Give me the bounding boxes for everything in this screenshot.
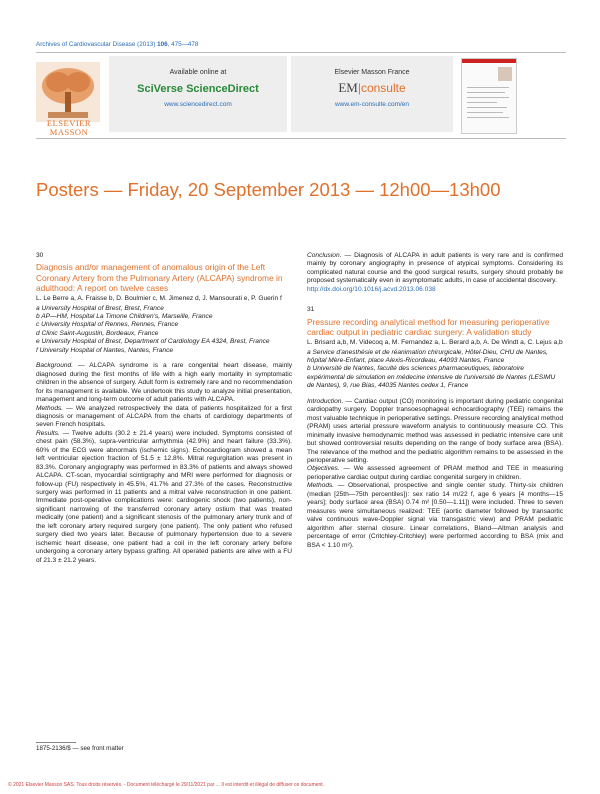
abstract-number: 30 (36, 252, 44, 259)
methods-paragraph: Methods. — Observational, prospective and single center study. Thirty-six children (median [25th—75th percentiles]): sex ratio 14 m/22 f, age 6 years [4 months—15 years]; body surface area (BSA) 0.74 m² [0.50—1.11]) were included. Three to seven measures were simultaneous realized: TEE (aortic diameter followed by transaortic valve continuous wave-Doppler signal via transgastric view) and PRAM pediatric algorithm after sternal closure. Linear correlations, Bland—Altman analysis and percentage of error (Critchley-Critchley) were performed according to BSA (mix and BSA < 1.10 m²). (307, 482, 563, 549)
cover-image (498, 67, 512, 81)
background-paragraph: Background. — ALCAPA syndrome is a rare congenital heart disease, mainly diagnosed during the first months of life with a high early mortality in symptomatic children in the absence of surgery. Adult form is extremely rare and no recommendation for its management is available. We undertook this study to analyze initial presentation, management and long-term outcome of adult patients with ALCAPA. (36, 362, 292, 404)
sciencedirect-box[interactable] (109, 56, 287, 132)
introduction-paragraph: Introduction. — Cardiac output (CO) monitoring is important during pediatric congenital cardiopathy surgery. Doppler transoesophageal echocardiography (TEE) remains the most valuable technique in perioperative settings. Pressure recording analytical method (PRAM) uses arterial pressure waveform analysis to continuously measure CO. This minimally invasive hemodynamic method was assessed in pediatric intensive care unit but showed controversial results depending on the range of body surface area (BSA). The relevance of the method and the pediatric algorithm remains to be assessed in the perioperative setting. (307, 397, 563, 465)
affiliation-e: e University Hospital of Brest, Department of Cardiology EA 4324, Brest, France (36, 338, 270, 346)
abstract-title: Pressure recording analytical method for measuring perioperative cardiac output in pediatric cardiac surgery: A validation study (307, 316, 550, 337)
footer-divider (36, 742, 76, 743)
emconsulte-box[interactable] (291, 56, 453, 132)
copyright-notice: © 2021 Elsevier Masson SAS. Tous droits réservés. - Document téléchargé le 29/11/2021 par ... Il est interdit et illégal de diffuser ce document. (8, 782, 325, 788)
journal-citation[interactable]: Archives of Cardiovascular Disease (2013) 106, 475—478 (36, 41, 199, 48)
sciverse-brand: SciVerse ScienceDirect (137, 83, 259, 95)
author-list: L. Brisard a,b, M. Videcoq a, M. Fernandez a, L. Berard a,b, A. De Windt a, C. Lejus a,b (307, 339, 563, 347)
author-list: L. Le Berre a, A. Fraisse b, D. Boulmier c, M. Jimenez d, J. Mansourati e, P. Guerin f (36, 295, 282, 303)
results-paragraph: Results. — Twelve adults (30.2 ± 21.4 years) were included. Symptoms consisted of chest pain (58.3%), supra-ventricular arrhythmia (42.9%) and heart failure (33.3%). 60% of the ECG were abnormals (ischemic signs). Echocardiogram showed a mean left ventricular ejection fraction of 51.5 ± 12.8%. Mitral regurgitation was present in 83.3%. Coronary angiography was performed in 83.3% of patients and always showed ALCAPA. CT-scan, myocardial scintigraphy and MRI were performed for diagnosis or follow-up (FU) respectively in 45.5%, 41.7% and 27.3% of the cases. Reconstructive surgery was performed in 11 patients and a mitral valve reconstruction in one patient. Immediate post-operative complications were: cardiogenic shock (two patients), non-significant narrowing of the transferred coronary artery ostium that was treated medically (one patient) and a significant stenosis of the pulmonary artery trunk and of the left coronary artery required surgery (one patient). The only patient who refused surgery died two years later. Because of pulmonary hypertension due to a severe ischemic heart disease, one patient had a coil in the left coronary artery before undergoing a coronary artery bypass grafting. All operated patients are alive with a FU of 21.3 ± 21.2 years. (36, 429, 292, 564)
available-online-label: Available online at (169, 69, 227, 76)
publisher-logo-text (33, 119, 105, 137)
conclusion-paragraph: Conclusion. — Diagnosis of ALCAPA in adult patients is very rare and is confirmed mainly by coronary angiography in presence of atypical symptoms. Considering its complicated natural course and the good surgical results, surgery should probably be proposed systematically even in asymptomatic adults, in case of accidental discovery. (307, 252, 563, 285)
methods-paragraph: Methods. — We analyzed retrospectively the data of patients hospitalized for a first diagnosis or management of ALCAPA from the charts of cardiology departments of seven French hospitals. (36, 404, 292, 429)
abstract-title: Diagnosis and/or management of anomalous origin of the Left Coronary Artery from the Pulmonary Artery (ALCAPA) syndrome in adulthood: A report on twelve cases (36, 262, 283, 293)
affiliation-a: a University Hospital of Brest, Brest, France (36, 304, 164, 312)
section-title: Posters — Friday, 20 September 2013 — 12h00—13h00 (36, 179, 501, 200)
objectives-paragraph: Objectives. — We assessed agreement of PRAM method and TEE in measuring perioperative cardiac output during cardiac congenital surgery in children. (307, 465, 563, 481)
header-divider (36, 52, 566, 53)
masson-wordmark: MASSON (49, 127, 89, 137)
elsevier-wordmark: ELSEVIER (46, 118, 92, 128)
affiliation-a: a Service d'anesthésie et de réanimation chirurgicale, Hôtel-Dieu, CHU de Nantes, hôpital Mère-Enfant, place Alexis-Ricordeau, 44093 Nantes, France (307, 348, 548, 365)
issn-line: 1875-2136/$ — see front matter (36, 745, 124, 752)
affiliation-f: f University Hospital of Nantes, Nantes, France (36, 346, 174, 354)
emconsulte-logo: EM|consulte (338, 80, 406, 95)
doi-link[interactable]: http://dx.doi.org/10.1016/j.acvd.2013.06.038 (307, 285, 436, 293)
emconsulte-url[interactable]: www.em-consulte.com/en (334, 101, 410, 108)
elsevier-tree-icon (36, 62, 100, 122)
right-column (307, 252, 563, 550)
header-divider-bottom (36, 138, 566, 139)
affiliation-b: b Université de Nantes, faculté des sciences pharmaceutiques, laboratoire expérimental de simulation en médecine intensive de l'université de Nantes (LESIMU de Nantes), 9, rue Bias, 44035 Nantes cedex 1, France (307, 365, 556, 390)
abstract-number: 31 (307, 306, 315, 314)
affiliation-b: b AP—HM, Hospital La Timone Children's, Marseille, France (36, 312, 213, 320)
journal-cover-thumbnail (461, 58, 517, 134)
affiliation-c: c University Hospital of Rennes, Rennes, France (36, 321, 179, 329)
sciencedirect-url[interactable]: www.sciencedirect.com (164, 101, 232, 108)
affiliation-d: d Clinic Saint-Augustin, Bordeaux, France (36, 329, 159, 337)
elsevier-masson-france-label: Elsevier Masson France (334, 69, 410, 76)
left-column (36, 252, 292, 565)
